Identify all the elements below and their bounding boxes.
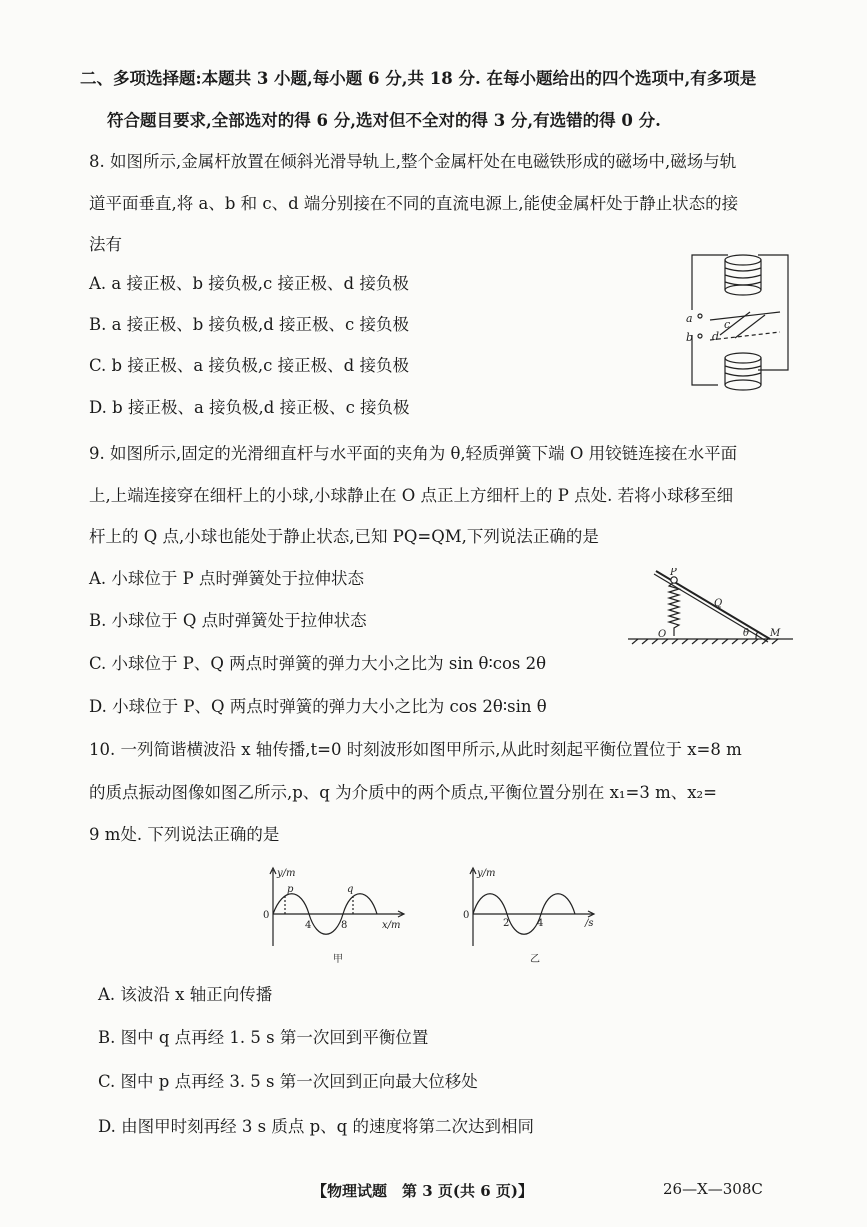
q10-option-b: B. 图中 q 点再经 1. 5 s 第一次回到平衡位置 bbox=[98, 1028, 429, 1047]
q10-option-a: A. 该波沿 x 轴正向传播 bbox=[98, 985, 273, 1004]
q9-option-c: C. 小球位于 P、Q 两点时弹簧的弹力大小之比为 sin θ∶cos 2θ bbox=[89, 654, 547, 673]
q10-yi-tick-4: 4 bbox=[537, 918, 544, 929]
q10-stem-line3: 9 m处. 下列说法正确的是 bbox=[89, 825, 280, 844]
q10-jia-q: q bbox=[347, 884, 354, 895]
q8-stem-line1: 8. 如图所示,金属杆放置在倾斜光滑导轨上,整个金属杆处在电磁铁形成的磁场中,磁场与轨 bbox=[89, 152, 737, 171]
q8-label-a: a bbox=[686, 312, 693, 325]
q10-stem-line1: 10. 一列简谐横波沿 x 轴传播,t=0 时刻波形如图甲所示,从此时刻起平衡位置位于 x=8 m bbox=[89, 740, 742, 759]
page-footer-title: 【物理试题 第 3 页(共 6 页)】 bbox=[312, 1182, 533, 1200]
q10-jia-caption: 甲 bbox=[333, 954, 343, 965]
q9-stem-line3: 杆上的 Q 点,小球也能处于静止状态,已知 PQ=QM,下列说法正确的是 bbox=[89, 527, 599, 546]
q10-option-c: C. 图中 p 点再经 3. 5 s 第一次回到正向最大位移处 bbox=[98, 1072, 478, 1091]
q10-jia-origin: 0 bbox=[263, 910, 270, 921]
q8-option-a: A. a 接正极、b 接负极,c 接正极、d 接负极 bbox=[89, 274, 409, 293]
page-footer-code: 26—X—308C bbox=[663, 1180, 763, 1198]
q10-graph-yi bbox=[455, 862, 615, 972]
q10-stem-line2: 的质点振动图像如图乙所示,p、q 为介质中的两个质点,平衡位置分别在 x₁=3 m、x₂= bbox=[89, 783, 717, 802]
q10-graph-jia bbox=[255, 862, 415, 972]
q10-yi-tick-2: 2 bbox=[503, 918, 510, 929]
q9-label-o: O bbox=[658, 629, 667, 640]
q8-label-d: d bbox=[712, 330, 720, 343]
q9-label-theta: θ bbox=[743, 628, 750, 639]
q10-jia-xlabel: x/m bbox=[382, 920, 401, 931]
q10-option-d: D. 由图甲时刻再经 3 s 质点 p、q 的速度将第二次达到相同 bbox=[98, 1117, 534, 1136]
q10-yi-caption: 乙 bbox=[530, 954, 540, 965]
q9-stem-line1: 9. 如图所示,固定的光滑细直杆与水平面的夹角为 θ,轻质弹簧下端 O 用铰链连接在水平面 bbox=[89, 444, 738, 463]
q10-jia-tick-8: 8 bbox=[341, 920, 348, 931]
q8-stem-line3: 法有 bbox=[89, 235, 122, 254]
q10-jia-tick-4: 4 bbox=[305, 920, 312, 931]
q10-jia-p: p bbox=[287, 884, 294, 895]
q8-label-c: c bbox=[724, 318, 731, 331]
q8-option-c: C. b 接正极、a 接负极,c 接正极、d 接负极 bbox=[89, 356, 409, 375]
q8-stem-line2: 道平面垂直,将 a、b 和 c、d 端分别接在不同的直流电源上,能使金属杆处于静止状态的接 bbox=[89, 194, 739, 213]
q10-yi-xlabel: /s bbox=[585, 918, 594, 929]
q9-label-p: P bbox=[670, 568, 677, 578]
q10-jia-ylabel: y/m bbox=[277, 868, 296, 879]
q9-option-a: A. 小球位于 P 点时弹簧处于拉伸状态 bbox=[89, 569, 364, 588]
q10-yi-ylabel: y/m bbox=[477, 868, 496, 879]
q9-label-q: Q bbox=[714, 598, 723, 609]
q8-label-b: b bbox=[686, 331, 694, 344]
q8-electromagnet-figure bbox=[680, 240, 810, 400]
section-instruction-line2: 符合题目要求,全部选对的得 6 分,选对但不全对的得 3 分,有选错的得 0 分. bbox=[107, 111, 661, 130]
q10-yi-origin: 0 bbox=[463, 910, 470, 921]
q9-option-d: D. 小球位于 P、Q 两点时弹簧的弹力大小之比为 cos 2θ∶sin θ bbox=[89, 697, 547, 716]
q9-label-m: M bbox=[770, 628, 781, 639]
q8-option-b: B. a 接正极、b 接负极,d 接正极、c 接负极 bbox=[89, 315, 410, 334]
section-instruction-line1: 二、多项选择题:本题共 3 小题,每小题 6 分,共 18 分. 在每小题给出的四个选项中,有多项是 bbox=[80, 69, 757, 88]
q8-option-d: D. b 接正极、a 接负极,d 接正极、c 接负极 bbox=[89, 398, 410, 417]
q9-rod-spring-figure bbox=[628, 568, 798, 648]
q9-option-b: B. 小球位于 Q 点时弹簧处于拉伸状态 bbox=[89, 611, 367, 630]
q9-stem-line2: 上,上端连接穿在细杆上的小球,小球静止在 O 点正上方细杆上的 P 点处. 若将小球移至细 bbox=[89, 486, 734, 505]
